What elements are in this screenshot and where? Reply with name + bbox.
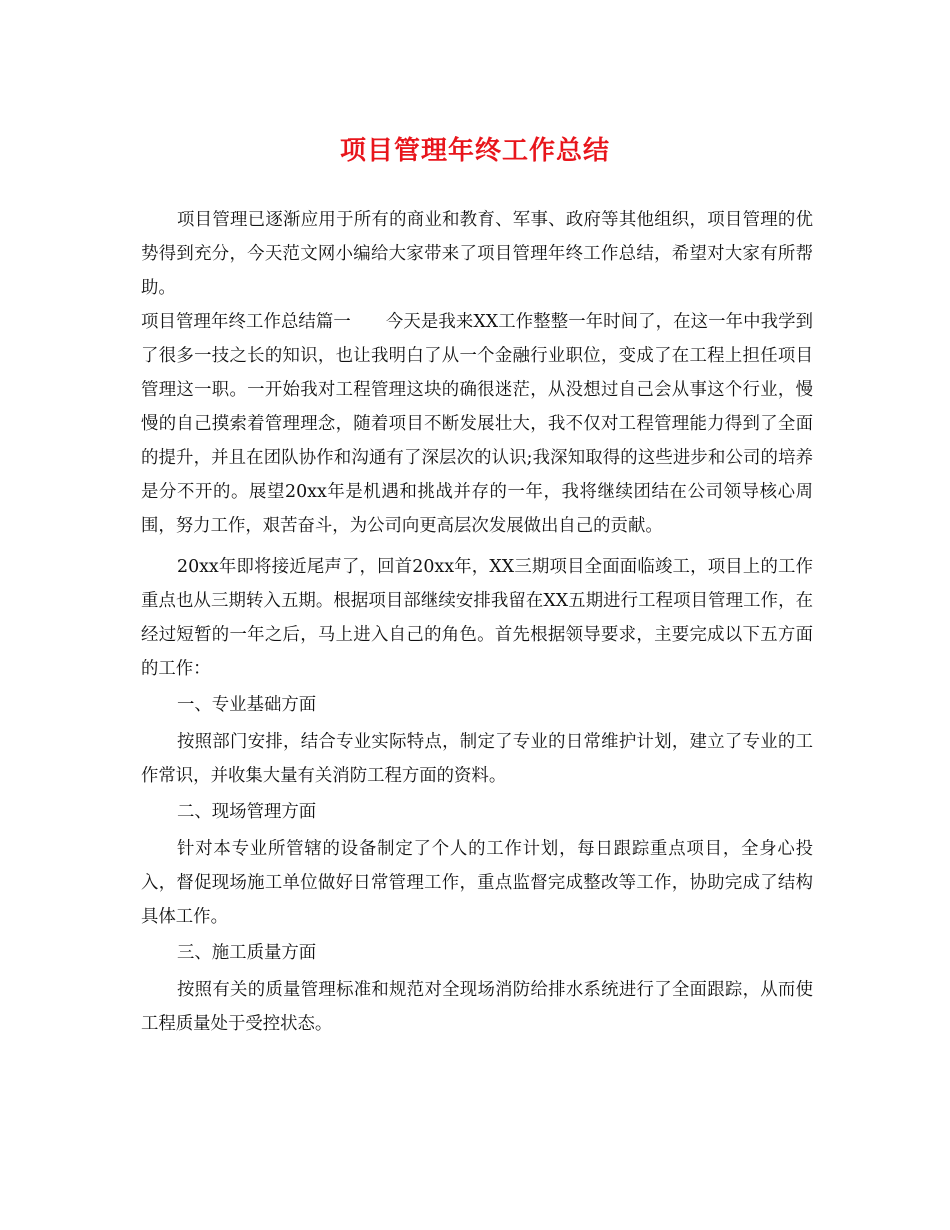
section-one-paragraph: 项目管理年终工作总结篇一 今天是我来XX工作整整一年时间了，在这一年中我学到了很多一技之长的知识，也让我明白了从一个金融行业职位，变成了在工程上担任项目管理这一职。一开始我对工程管理这块的确很迷茫，从没想过自己会从事这个行业，慢慢的自己摸索着管理理念，随着项目不断发展壮大，我不仅对工程管理能力得到了全面的提升，并且在团队协作和沟通有了深层次的认识;我深知取得的这些进步和公司的培养是分不开的。展望20xx年是机遇和挑战并存的一年，我将继续团结在公司领导核心周围，努力工作，艰苦奋斗，为公司向更高层次发展做出自己的贡献。: [141, 312, 813, 536]
document-body: [141, 203, 813, 1041]
construction-quality-paragraph: 按照有关的质量管理标准和规范对全现场消防给排水系统进行了全面跟踪，从而使工程质量处于受控状态。: [141, 980, 813, 1034]
heading-site-management: 二、现场管理方面: [177, 802, 317, 822]
site-management-paragraph: 针对本专业所管辖的设备制定了个人的工作计划，每日跟踪重点项目，全身心投入，督促现场施工单位做好日常管理工作，重点监督完成整改等工作，协助完成了结构具体工作。: [141, 839, 813, 927]
intro-paragraph: 项目管理已逐渐应用于所有的商业和教育、军事、政府等其他组织，项目管理的优势得到充分，今天范文网小编给大家带来了项目管理年终工作总结，希望对大家有所帮助。: [141, 210, 813, 298]
professional-basics-paragraph: 按照部门安排，结合专业实际特点，制定了专业的日常维护计划，建立了专业的工作常识，并收集大量有关消防工程方面的资料。: [141, 732, 813, 786]
heading-construction-quality: 三、施工质量方面: [177, 943, 317, 963]
heading-professional-basics: 一、专业基础方面: [177, 695, 317, 715]
year-end-paragraph: 20xx年即将接近尾声了，回首20xx年，XX三期项目全面面临竣工，项目上的工作重点也从三期转入五期。根据项目部继续安排我留在XX五期进行工程项目管理工作，在经过短暂的一年之后，马上进入自己的角色。首先根据领导要求，主要完成以下五方面的工作：: [141, 557, 813, 679]
document-title: 项目管理年终工作总结: [339, 136, 610, 166]
